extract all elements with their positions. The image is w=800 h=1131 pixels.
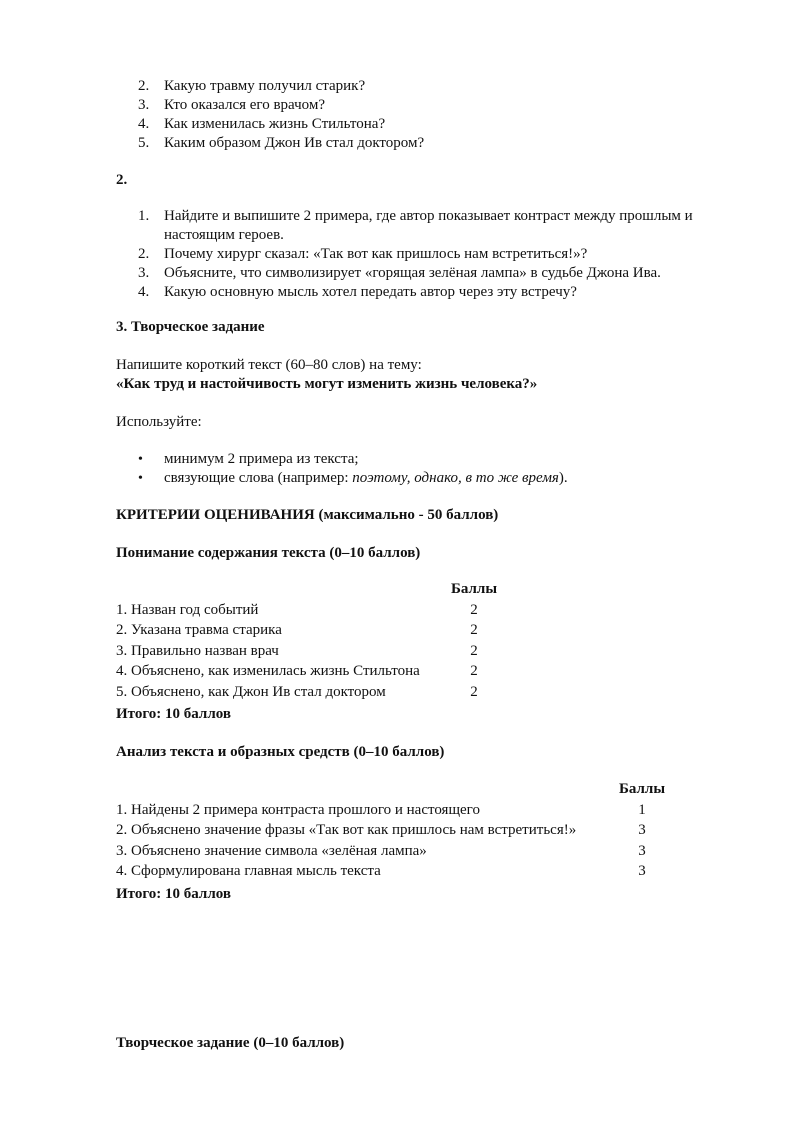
list-item (116, 283, 756, 302)
criteria-block3-title: Творческое задание (0–10 баллов) (116, 1035, 345, 1051)
list-item (116, 264, 756, 283)
list-item (116, 469, 756, 488)
criterion-label: 2. Указана травма старика (116, 622, 282, 639)
criterion-points: 2 (470, 663, 478, 680)
item-number: 4. (138, 116, 150, 132)
criterion-points: 2 (470, 642, 478, 659)
criterion-label: 4. Сформулирована главная мысль текста (116, 863, 381, 880)
table-header-row (116, 780, 668, 801)
criterion-points: 2 (470, 683, 478, 700)
table-row (116, 601, 500, 622)
item-text: минимум 2 примера из текста; (164, 451, 359, 467)
item-number: 4. (138, 284, 150, 300)
item-text: Объясните, что символизирует «горящая зелёная лампа» в судьбе Джона Ива. (164, 265, 661, 281)
item-text-suffix: ). (558, 470, 568, 486)
criterion-label: 1. Найдены 2 примера контраста прошлого и настоящего (116, 801, 480, 818)
criterion-points: 3 (638, 863, 646, 880)
criteria-block2-title: Анализ текста и образных средств (0–10 баллов) (116, 744, 445, 760)
item-text: Какую травму получил старик? (164, 78, 366, 94)
item-number: 1. (138, 208, 150, 224)
item-text: Найдите и выпишите 2 примера, где автор показывает контраст между прошлым и настоящим героев. (164, 208, 693, 243)
item-text-prefix: связующие слова (например: (164, 470, 353, 486)
criteria-block1-total: Итого: 10 баллов (116, 706, 231, 722)
table-row (116, 821, 668, 842)
item-number: 5. (138, 135, 150, 151)
table-row (116, 683, 500, 704)
table-cell (116, 580, 448, 601)
list-item (116, 450, 756, 469)
item-number: 3. (138, 97, 150, 113)
table-row (116, 862, 668, 883)
criterion-label: 3. Правильно назван врач (116, 642, 279, 659)
points-column-header: Баллы (450, 581, 498, 597)
criterion-points: 1 (638, 801, 646, 818)
list-item (116, 115, 756, 134)
criterion-points: 3 (638, 822, 646, 839)
list-item (116, 134, 756, 153)
bullet-icon: • (138, 471, 143, 486)
section3-heading: 3. Творческое задание (116, 319, 265, 335)
section3-topic: «Как труд и настойчивость могут изменить жизнь человека?» (116, 376, 538, 392)
table-row (116, 662, 500, 683)
list-item (116, 96, 756, 115)
item-number: 3. (138, 265, 150, 281)
item-text: Почему хирург сказал: «Так вот как пришлось нам встретиться!»? (164, 246, 588, 262)
table-row (116, 842, 668, 863)
item-number: 2. (138, 246, 150, 262)
criterion-points: 3 (638, 842, 646, 859)
list-item (116, 207, 756, 245)
points-column-header: Баллы (618, 781, 666, 797)
criterion-points: 2 (470, 622, 478, 639)
section2-heading: 2. (116, 172, 128, 188)
item-text: Каким образом Джон Ив стал доктором? (164, 135, 425, 151)
section3-use-label: Используйте: (116, 414, 202, 430)
section3-prompt: Напишите короткий текст (60–80 слов) на тему: (116, 357, 422, 373)
item-text: Какую основную мысль хотел передать автор через эту встречу? (164, 284, 577, 300)
criteria-block1-title: Понимание содержания текста (0–10 баллов) (116, 545, 421, 561)
item-text: Как изменилась жизнь Стильтона? (164, 116, 386, 132)
list-item (116, 245, 756, 264)
criterion-label: 5. Объяснено, как Джон Ив стал доктором (116, 683, 386, 700)
criterion-points: 2 (470, 601, 478, 618)
item-number: 2. (138, 78, 150, 94)
table-row (116, 621, 500, 642)
table-row (116, 801, 668, 822)
list-item (116, 77, 756, 96)
item-text: Кто оказался его врачом? (164, 97, 326, 113)
criteria-block2-total: Итого: 10 баллов (116, 886, 231, 902)
section1-question-list (116, 77, 756, 153)
criterion-label: 1. Назван год событий (116, 601, 259, 618)
table-header-row (116, 580, 500, 601)
section2-question-list (116, 207, 756, 302)
bullet-icon: • (138, 452, 143, 467)
criterion-label: 4. Объяснено, как изменилась жизнь Стильтона (116, 663, 420, 680)
table-cell (116, 780, 616, 801)
criteria-block2-table (116, 780, 668, 883)
item-text-italic: поэтому, однако, в то же время (352, 470, 559, 486)
criterion-label: 3. Объяснено значение символа «зелёная лампа» (116, 842, 427, 859)
section3-bullet-list (116, 450, 756, 488)
criteria-block1-table (116, 580, 500, 704)
criterion-label: 2. Объяснено значение фразы «Так вот как пришлось нам встретиться!» (116, 822, 577, 839)
table-row (116, 642, 500, 663)
criteria-heading: КРИТЕРИИ ОЦЕНИВАНИЯ (максимально - 50 баллов) (116, 507, 499, 523)
